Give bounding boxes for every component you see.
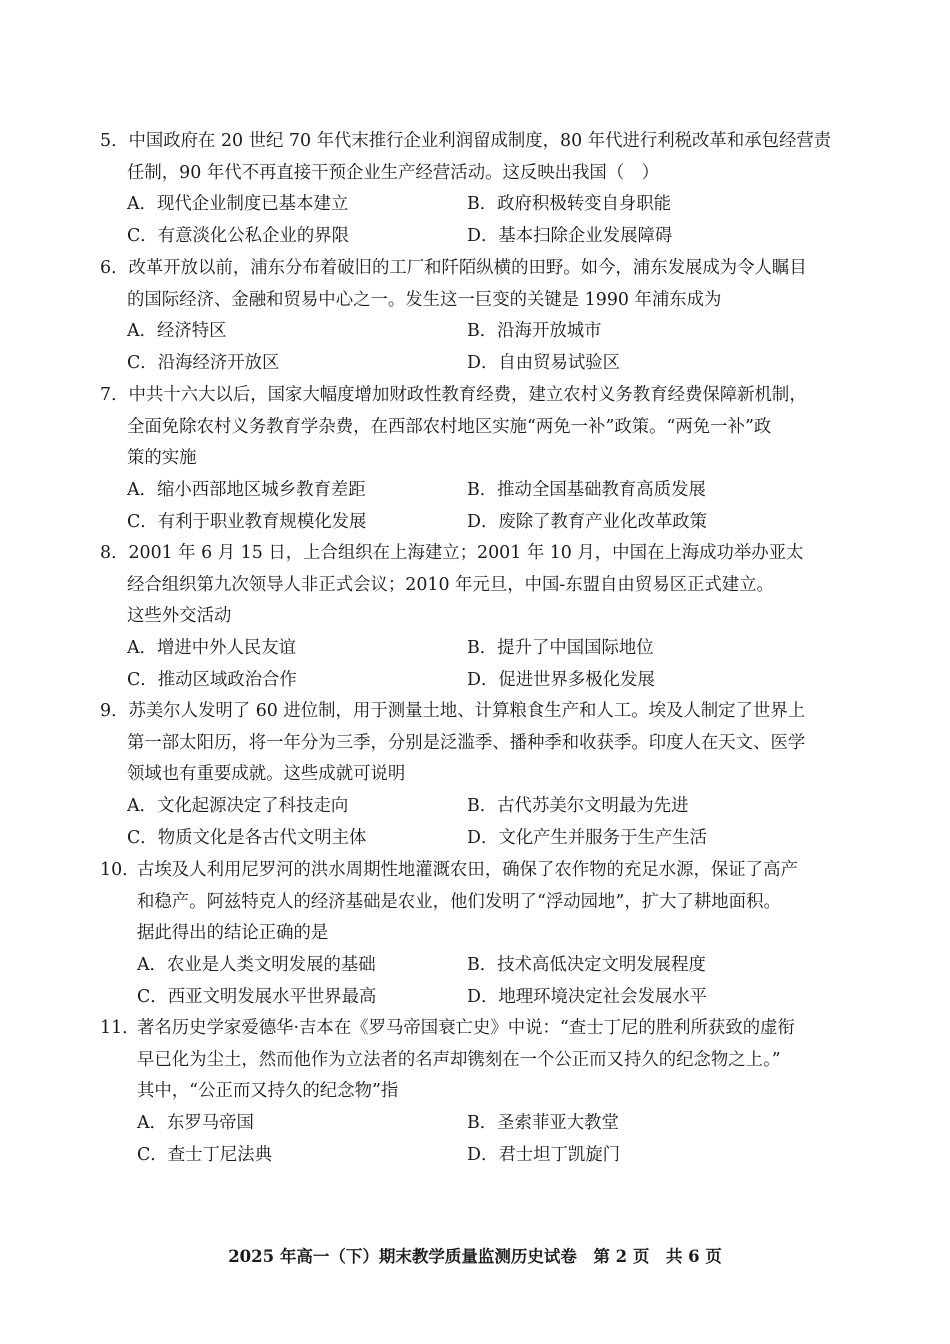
question-stem-text: 中共十六大以后，国家大幅度增加财政性教育经费，建立农村义务教育经费保障新机制， <box>128 385 807 405</box>
question-7 <box>100 380 860 538</box>
question-stem-text: 2001 年 6 月 15 日，上合组织在上海建立；2001 年 10 月，中国在上海成功举办亚太 <box>128 543 804 563</box>
option-a: A．缩小西部地区城乡教育差距 <box>127 480 366 501</box>
question-stem-line: 据此得出的结论正确的是 <box>137 923 329 944</box>
option-b: B．推动全国基础教育高质发展 <box>467 480 706 501</box>
question-11 <box>100 1013 860 1171</box>
question-stem-line: 早已化为尘土，然而他作为立法者的名声却镌刻在一个公正而又持久的纪念物之上。” <box>137 1049 781 1070</box>
question-number: 10． <box>100 860 140 880</box>
question-stem-text: 古埃及人利用尼罗河的洪水周期性地灌溉农田，确保了农作物的充足水源，保证了高产 <box>137 860 798 880</box>
question-stem-line: 的国际经济、金融和贸易中心之一。发生这一巨变的关键是 1990 年浦东成为 <box>127 289 722 310</box>
page-footer: 2025 年高一（下）期末教学质量监测历史试卷 第 2 页 共 6 页 <box>228 1247 722 1266</box>
question-number: 8． <box>100 543 129 563</box>
option-d: D．文化产生并服务于生产生活 <box>467 827 708 848</box>
question-stem-line: 领域也有重要成就。这些成就可说明 <box>127 764 406 785</box>
question-stem-text: 苏美尔人发明了 60 进位制，用于测量土地、计算粮食生产和人工。埃及人制定了世界上 <box>128 701 806 721</box>
options-row <box>100 791 860 823</box>
option-b: B．政府积极转变自身职能 <box>467 194 672 215</box>
options-row <box>100 475 860 507</box>
option-a: A．经济特区 <box>127 321 227 342</box>
option-b: B．古代苏美尔文明最为先进 <box>467 796 689 817</box>
option-a: A．农业是人类文明发展的基础 <box>137 955 376 976</box>
question-stem-line <box>100 1013 860 1045</box>
option-d: D．基本扫除企业发展障碍 <box>467 226 673 247</box>
question-number: 6． <box>100 258 129 278</box>
options-row <box>100 348 860 380</box>
option-c: C．查士丁尼法典 <box>137 1144 273 1165</box>
option-a: A．增进中外人民友谊 <box>127 638 297 659</box>
question-stem-text: 改革开放以前，浦东分布着破旧的工厂和阡陌纵横的田野。如今，浦东发展成为令人瞩目 <box>128 258 807 278</box>
options-row <box>100 633 860 665</box>
question-stem-text: 中国政府在 20 世纪 70 年代末推行企业利润留成制度，80 年代进行利税改革和承包经营责 <box>128 131 832 151</box>
question-5 <box>100 126 860 253</box>
options-row <box>100 665 860 697</box>
question-stem-line: 和稳产。阿兹特克人的经济基础是农业，他们发明了“浮动园地”，扩大了耕地面积。 <box>137 891 781 912</box>
option-c: C．推动区域政治合作 <box>127 669 297 690</box>
question-stem-line: 其中，“公正而又持久的纪念物”指 <box>137 1081 399 1102</box>
question-number: 5． <box>100 131 129 151</box>
options-row <box>100 950 860 982</box>
question-9 <box>100 696 860 854</box>
option-c: C．物质文化是各古代文明主体 <box>127 827 367 848</box>
option-c: C．有利于职业教育规模化发展 <box>127 511 367 532</box>
question-stem-line <box>100 855 860 887</box>
options-row <box>100 1108 860 1140</box>
option-c: C．沿海经济开放区 <box>127 353 280 374</box>
option-d: D．废除了教育产业化改革政策 <box>467 511 708 532</box>
options-row <box>100 823 860 855</box>
question-stem-line <box>100 253 860 285</box>
option-d: D．地理环境决定社会发展水平 <box>467 986 708 1007</box>
question-number: 9． <box>100 701 129 721</box>
question-stem-line: 策的实施 <box>127 448 197 469</box>
options-row <box>100 221 860 253</box>
option-d: D．自由贸易试验区 <box>467 353 621 374</box>
option-a: A．现代企业制度已基本建立 <box>127 194 349 215</box>
option-d: D．君士坦丁凯旋门 <box>467 1144 621 1165</box>
question-6 <box>100 253 860 380</box>
question-stem-line: 第一部太阳历，将一年分为三季，分别是泛滥季、播种季和收获季。印度人在天文、医学 <box>127 732 806 753</box>
question-stem-line: 全面免除农村义务教育学杂费，在西部农村地区实施“两免一补”政策。“两免一补”政 <box>127 416 772 437</box>
option-b: B．圣索菲亚大教堂 <box>467 1113 619 1134</box>
question-stem-line: 这些外交活动 <box>127 606 232 627</box>
question-stem-line: 任制，90 年代不再直接干预企业生产经营活动。这反映出我国（ ） <box>127 162 659 183</box>
option-b: B．沿海开放城市 <box>467 321 602 342</box>
options-row <box>100 189 860 221</box>
option-c: C．西亚文明发展水平世界最高 <box>137 986 377 1007</box>
question-stem-line <box>100 696 860 728</box>
options-row <box>100 507 860 539</box>
options-row <box>100 1140 860 1172</box>
question-10 <box>100 855 860 1013</box>
question-stem-text: 著名历史学家爱德华·吉本在《罗马帝国衰亡史》中说：“查士丁尼的胜利所获致的虚衔 <box>137 1018 795 1038</box>
question-stem-line <box>100 380 860 412</box>
option-d: D．促进世界多极化发展 <box>467 669 655 690</box>
question-number: 7． <box>100 385 129 405</box>
question-8 <box>100 538 860 696</box>
option-b: B．提升了中国国际地位 <box>467 638 654 659</box>
option-a: A．文化起源决定了科技走向 <box>127 796 349 817</box>
question-stem-line: 经合组织第九次领导人非正式会议；2010 年元旦，中国-东盟自由贸易区正式建立。 <box>127 574 774 595</box>
option-b: B．技术高低决定文明发展程度 <box>467 955 706 976</box>
option-c: C．有意淡化公私企业的界限 <box>127 226 349 247</box>
question-number: 11． <box>100 1018 140 1038</box>
options-row <box>100 316 860 348</box>
question-stem-line <box>100 126 860 158</box>
options-row <box>100 982 860 1014</box>
option-a: A．东罗马帝国 <box>137 1113 254 1134</box>
question-stem-line <box>100 538 860 570</box>
